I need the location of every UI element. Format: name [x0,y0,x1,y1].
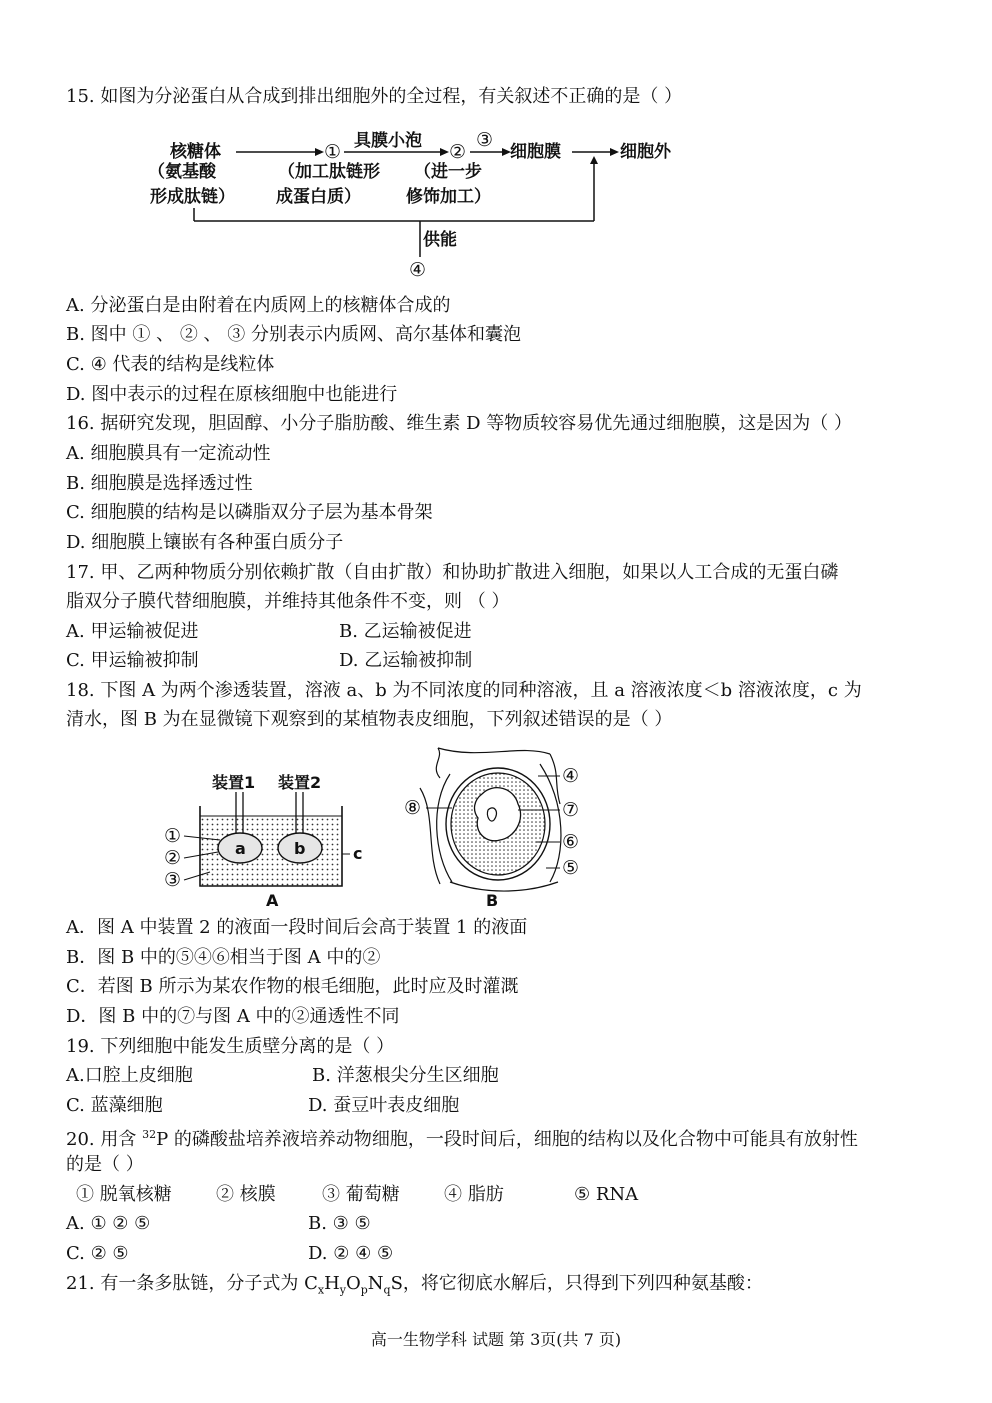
q18-option-d: D．图 B 中的⑦与图 A 中的②通透性不同 [66,1006,400,1027]
q21-n: N [367,1273,384,1294]
q20-item-3: ③ 葡萄糖 [322,1184,400,1205]
q17-option-a: A. 甲运输被促进 [66,621,199,642]
q20-item-4: ④ 脂肪 [444,1184,504,1205]
q20-isotope-mass: 32 [142,1128,157,1141]
label-solution-b: b [294,839,306,858]
q21-stem-pre: 21. 有一条多肽链，分子式为 C [66,1273,318,1294]
q18-figure-a [160,762,380,912]
page-footer: 高一生物学科 试题 第 3页(共 7 页) [370,1330,622,1349]
q19-option-c: C. 蓝藻细胞 [66,1095,163,1116]
q20-item-2: ② 核膜 [216,1184,276,1205]
circle-3: ③ [476,129,494,151]
label-n2-note1: （进一步 [414,162,482,182]
q19-stem: 19. 下列细胞中能发生质壁分离的是（ ） [66,1036,395,1057]
q15-option-d: D. 图中表示的过程在原核细胞中也能进行 [66,384,398,405]
q18-option-c: C．若图 B 所示为某农作物的根毛细胞，此时应及时灌溉 [66,976,519,997]
label-device-2: 装置2 [278,773,322,792]
q20-options-row1 [66,1213,936,1235]
q18-figure-b [390,744,600,910]
q16-option-d: D. 细胞膜上镶嵌有各种蛋白质分子 [66,532,344,553]
circle-2: ② [449,141,467,163]
label-solution-a: a [235,839,246,858]
q21-o: O [345,1273,361,1294]
label-ribosome-note2: 形成肽链） [150,187,235,207]
q20-item-1: ① 脱氧核糖 [76,1184,172,1205]
q19-option-b: B. 洋葱根尖分生区细胞 [312,1065,499,1086]
circle-4: ④ [409,259,427,280]
q15-option-a: A. 分泌蛋白是由附着在内质网上的核糖体合成的 [66,295,451,316]
circle-1: ① [324,141,342,163]
q21-h: H [324,1273,340,1294]
q20-item-5: ⑤ RNA [574,1184,639,1205]
q19-option-d: D. 蚕豆叶表皮细胞 [308,1095,460,1116]
figb-circle-7: ⑦ [562,799,580,821]
label-n1-note2: 成蛋白质） [276,187,361,207]
figa-circle-3: ③ [164,869,182,891]
q20-stem-post: P 的磷酸盐培养液培养动物细胞，一段时间后，细胞的结构以及化合物中可能具有放射性 [156,1129,858,1150]
figb-circle-8: ⑧ [404,797,422,819]
q18-stem-line1: 18. 下图 A 为两个渗透装置，溶液 a、b 为不同浓度的同种溶液，且 a 溶液浓度＜b 溶液浓度，c 为 [66,680,862,701]
q17-option-b: B. 乙运输被促进 [339,621,472,642]
q21-sub-y: y [339,1283,346,1297]
q16-option-b: B. 细胞膜是选择透过性 [66,473,253,494]
figure-a-caption: A [266,891,279,910]
q20-option-d: D. ② ④ ⑤ [308,1243,394,1264]
label-membrane: 细胞膜 [510,142,561,162]
q20-stem-pre: 20. 用含 [66,1129,143,1150]
q15-option-b: B. 图中 ① 、 ② 、 ③ 分别表示内质网、高尔基体和囊泡 [66,324,521,345]
q21-sub-q: q [383,1283,391,1297]
label-water-c: c [353,844,363,863]
q21-sub-x: x [317,1283,325,1297]
q19-options-row2 [66,1095,936,1117]
label-outside: 细胞外 [620,142,671,162]
q18-option-a: A．图 A 中装置 2 的液面一段时间后会高于装置 1 的液面 [66,917,528,938]
q20-stem-line2: 的是（ ） [66,1154,144,1175]
q15-option-c: C. ④ 代表的结构是线粒体 [66,354,275,375]
q20-options-row2 [66,1243,936,1265]
label-n1-note1: （加工肽链形 [278,162,380,182]
q15-stem: 15. 如图为分泌蛋白从合成到排出细胞外的全过程，有关叙述不正确的是（ ） [66,86,683,107]
label-energy: 供能 [423,230,457,250]
figa-circle-2: ② [164,847,182,869]
q17-option-c: C. 甲运输被抑制 [66,650,199,671]
q16-option-a: A. 细胞膜具有一定流动性 [66,443,271,464]
figb-circle-5: ⑤ [562,857,580,879]
q16-stem: 16. 据研究发现，胆固醇、小分子脂肪酸、维生素 D 等物质较容易优先通过细胞膜，这是因为（ ） [66,413,852,434]
q20-option-a: A. ① ② ⑤ [66,1213,151,1234]
q19-options-row1 [66,1065,936,1087]
figb-circle-4: ④ [562,765,580,787]
q20-option-b: B. ③ ⑤ [308,1213,371,1234]
q18-stem-line2: 清水，图 B 为在显微镜下观察到的某植物表皮细胞，下列叙述错误的是（ ） [66,709,673,730]
q20-stem-line1 [66,1124,936,1151]
q15-diagram [140,124,720,280]
label-device-1: 装置1 [212,773,256,792]
q17-options-row2 [66,650,936,672]
q19-option-a: A.口腔上皮细胞 [66,1065,193,1086]
figb-circle-6: ⑥ [562,831,580,853]
q17-stem-line1: 17. 甲、乙两种物质分别依赖扩散（自由扩散）和协助扩散进入细胞，如果以人工合成的无蛋白磷 [66,562,839,583]
label-n2-note2: 修饰加工） [406,187,491,207]
q17-options-row1 [66,621,936,643]
figure-b-caption: B [486,891,499,910]
q18-option-b: B．图 B 中的⑤④⑥相当于图 A 中的② [66,947,381,968]
q16-option-c: C. 细胞膜的结构是以磷脂双分子层为基本骨架 [66,502,433,523]
label-ribosome: 核糖体 [170,142,221,162]
q21-stem [66,1273,936,1302]
label-vesicle: 具膜小泡 [354,131,422,151]
q17-option-d: D. 乙运输被抑制 [339,650,473,671]
label-ribosome-note1: （氨基酸 [148,162,216,182]
q17-stem-line2: 脂双分子膜代替细胞膜，并维持其他条件不变，则 （ ） [66,591,510,612]
q21-stem-post: S，将它彻底水解后，只得到下列四种氨基酸： [390,1273,763,1294]
q20-option-c: C. ② ⑤ [66,1243,129,1264]
figa-circle-1: ① [164,825,182,847]
q21-sub-p: p [360,1283,368,1297]
